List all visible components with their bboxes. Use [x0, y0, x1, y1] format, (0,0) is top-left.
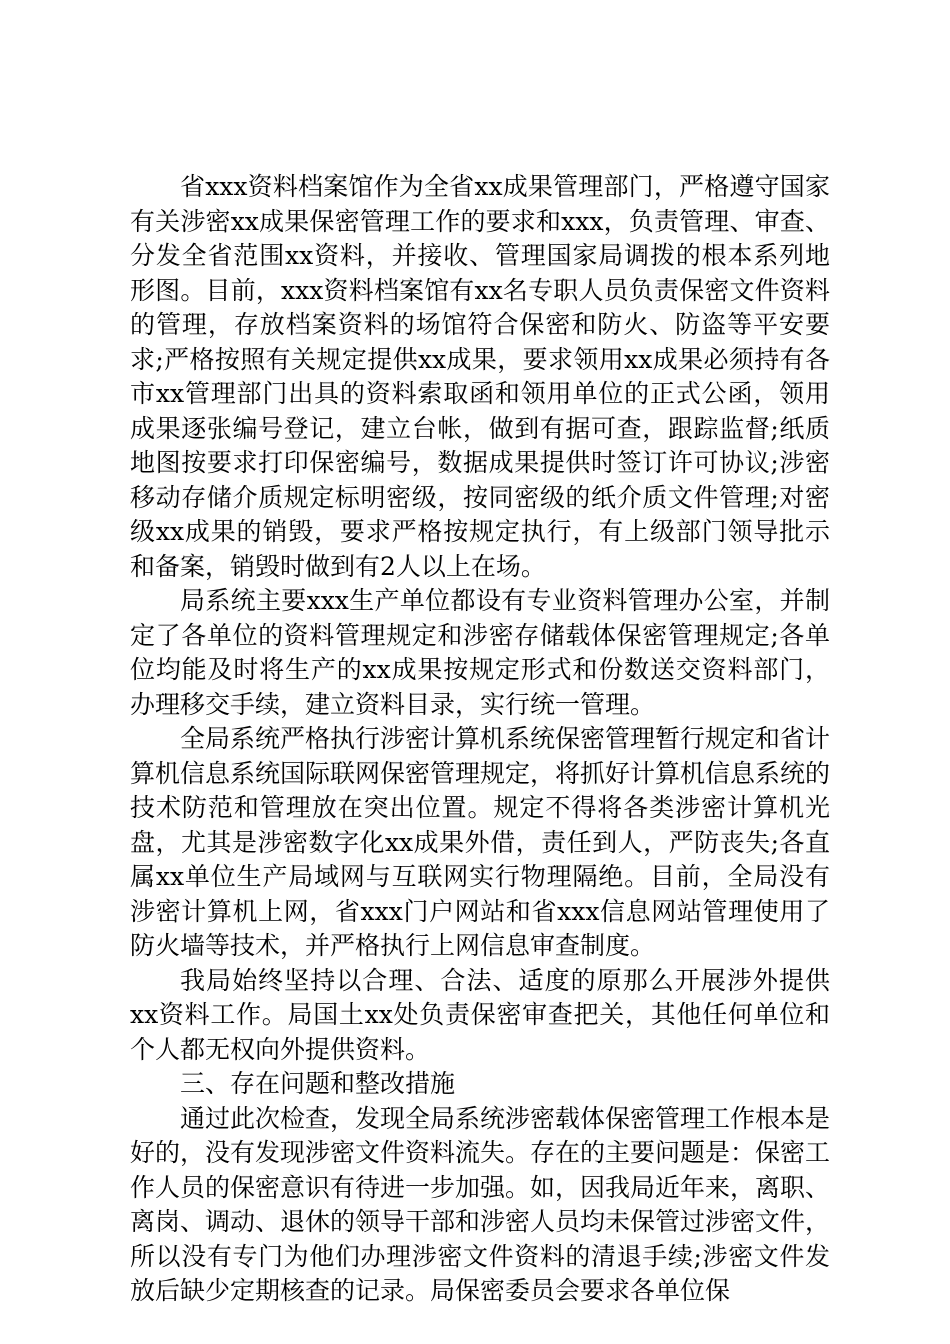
paragraph-production-units: 局系统主要xxx生产单位都设有专业资料管理办公室，并制定了各单位的资料管理规定和涉密存储载体保密管理规定;各单位均能及时将生产的xx成果按规定形式和份数送交资料部门，办理移交手续，建立资料目录，实行统一管理。	[130, 586, 830, 719]
paragraph-inspection-findings: 通过此次检查，发现全局系统涉密载体保密管理工作根本是好的，没有发现涉密文件资料流失。存在的主要问题是：保密工作人员的保密意识有待进一步加强。如，因我局近年来，离职、离岗、调动、退休的领导干部和涉密人员均未保管过涉密文件，所以没有专门为他们办理涉密文件资料的清退手续;涉密文件发放后缺少定期核查的记录。局保密委员会要求各单位保	[130, 1103, 831, 1305]
paragraph-computer-security: 全局系统严格执行涉密计算机系统保密管理暂行规定和省计算机信息系统国际联网保密管理规定，将抓好计算机信息系统的技术防范和管理放在突出位置。规定不得将各类涉密计算机光盘，尤其是涉密数字化xx成果外借，责任到人，严防丧失;各直属xx单位生产局域网与互联网实行物理隔绝。目前，全局没有涉密计算机上网，省xxx门户网站和省xxx信息网站管理使用了防火墙等技术，并严格执行上网信息审查制度。	[130, 724, 831, 960]
section-heading: 三、存在问题和整改措施	[180, 1069, 456, 1098]
document-body	[130, 170, 830, 1309]
paragraph-foreign-provision: 我局始终坚持以合理、合法、适度的原那么开展涉外提供xx资料工作。局国土xx处负责保密审查把关，其他任何单位和个人都无权向外提供资料。	[130, 965, 830, 1064]
paragraph-archive-management: 省xxx资料档案馆作为全省xx成果管理部门，严格遵守国家有关涉密xx成果保密管理工作的要求和xxx，负责管理、审查、分发全省范围xx资料，并接收、管理国家局调拨的根本系列地形图。目前，xxx资料档案馆有xx名专职人员负责保密文件资料的管理，存放档案资料的场馆符合保密和防火、防盗等平安要求;严格按照有关规定提供xx成果，要求领用xx成果必须持有各市xx管理部门出具的资料索取函和领用单位的正式公函，领用成果逐张编号登记，建立台帐，做到有据可查，跟踪监督;纸质地图按要求打印保密编号，数据成果提供时签订许可协议;涉密移动存储介质规定标明密级，按同密级的纸介质文件管理;对密级xx成果的销毁，要求严格按规定执行，有上级部门领导批示和备案，销毁时做到有2人以上在场。	[130, 172, 830, 581]
